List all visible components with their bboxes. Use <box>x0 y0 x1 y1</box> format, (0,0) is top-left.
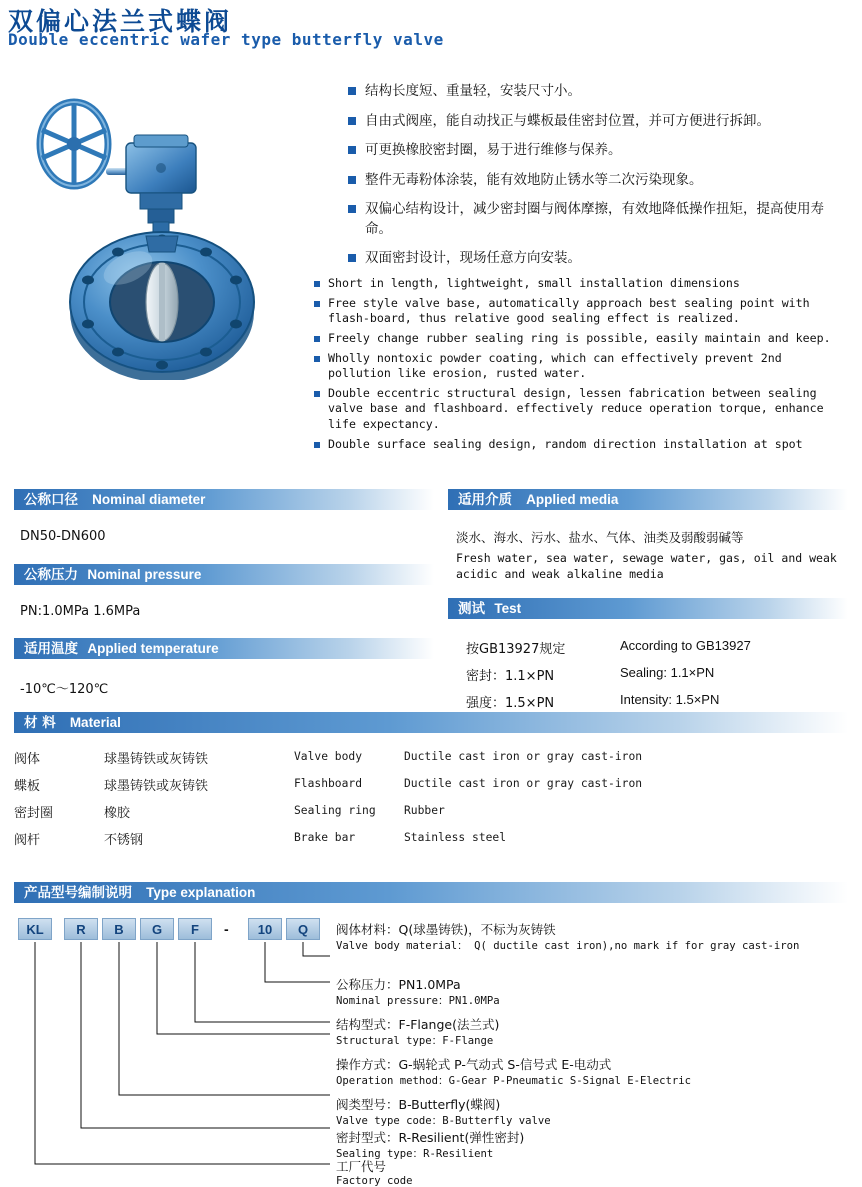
value-nominal-pressure: PN:1.0MPa 1.6MPa <box>20 604 141 619</box>
cell-material-cn: 球墨铸铁或灰铸铁 <box>104 752 209 767</box>
value-applied-temperature: -10℃～120℃ <box>20 682 109 697</box>
test-row-2-cn: 强度：1.5×PN <box>466 696 555 711</box>
cell-part-cn: 密封圈 <box>14 806 54 821</box>
square-bullet-icon <box>348 254 356 262</box>
list-item: 整件无毒粉体涂装，能有效地防止锈水等二次污染现象。 <box>348 171 856 191</box>
test-row-0-cn: 按GB13927规定 <box>466 642 566 657</box>
cell-part-en: Valve body <box>294 750 363 763</box>
list-item: 双面密封设计，现场任意方向安装。 <box>348 249 856 269</box>
test-row-2-en: Intensity: 1.5×PN <box>620 692 720 707</box>
list-item: Double surface sealing design, random direction installation at spot <box>314 437 859 453</box>
cell-material-en: Ductile cast iron or gray cast-iron <box>404 777 643 790</box>
square-bullet-icon <box>314 281 320 287</box>
list-item: Double eccentric structural design, lessen fabrication between sealing valve base and flashboard. effectively reduce operation torque, enhance life expectancy. <box>314 386 859 433</box>
butterfly-valve-illustration <box>22 80 332 380</box>
cell-part-cn: 阀杆 <box>14 833 41 848</box>
list-item: 双偏心结构设计，减少密封圈与阀体摩擦，有效地降低操作扭矩，提高使用寿命。 <box>348 200 856 239</box>
list-item: 结构长度短、重量轻，安装尺寸小。 <box>348 82 856 102</box>
page-title-en: Double eccentric wafer type butterfly valve <box>8 30 444 49</box>
cell-part-cn: 蝶板 <box>14 779 41 794</box>
cell-part-en: Brake bar <box>294 831 356 844</box>
section-bar-applied-media: 适用介质 Applied media <box>448 489 848 510</box>
list-item: Free style valve base, automatically approach best sealing point with flash-board, thus relative good sealing effect is realized. <box>314 296 859 327</box>
code-box-structure: F <box>178 918 212 940</box>
section-bar-material: 材 料 Material <box>14 712 848 733</box>
table-row <box>14 829 654 848</box>
section-bar-test: 测试 Test <box>448 598 848 619</box>
list-item: 自由式阀座，能自动找正与蝶板最佳密封位置，并可方便进行拆卸。 <box>348 112 856 132</box>
cell-material-en: Stainless steel <box>404 831 507 844</box>
cell-part-en: Sealing ring <box>294 804 376 817</box>
test-row-1-en: Sealing: 1.1×PN <box>620 665 715 680</box>
square-bullet-icon <box>314 391 320 397</box>
cell-material-cn: 橡胶 <box>104 806 131 821</box>
code-box-factory: KL <box>18 918 52 940</box>
page-title-cn: 双偏心法兰式蝶阀 <box>8 7 233 36</box>
material-table <box>14 748 654 856</box>
cell-material-cn: 球墨铸铁或灰铸铁 <box>104 779 209 794</box>
legend-structural-type: 结构型式：F-Flange(法兰式) Structural type：F-Flange <box>336 1017 500 1047</box>
code-separator: - <box>224 921 229 937</box>
code-box-operation: G <box>140 918 174 940</box>
square-bullet-icon <box>314 301 320 307</box>
list-item: 可更换橡胶密封圈，易于进行维修与保养。 <box>348 141 856 161</box>
square-bullet-icon <box>314 442 320 448</box>
square-bullet-icon <box>348 176 356 184</box>
value-applied-media-en: Fresh water, sea water, sewage water, gas, oil and weak acidic and weak alkaline media <box>456 551 837 581</box>
code-box-sealing-type: R <box>64 918 98 940</box>
legend-operation-method: 操作方式：G-蜗轮式 P-气动式 S-信号式 E-电动式 Operation method：G-Gear P-Pneumatic S-Signal E-Electric <box>336 1057 692 1087</box>
table-row <box>14 748 654 767</box>
code-box-body-material: Q <box>286 918 320 940</box>
square-bullet-icon <box>348 146 356 154</box>
value-nominal-diameter: DN50-DN600 <box>20 529 106 544</box>
list-item: Short in length, lightweight, small installation dimensions <box>314 276 859 292</box>
legend-factory-code: 工厂代号 Factory code <box>336 1159 413 1187</box>
list-item: Wholly nontoxic powder coating, which can effectively prevent 2nd pollution like erosion, rusted water. <box>314 351 859 382</box>
table-row <box>14 802 654 821</box>
cell-material-cn: 不锈钢 <box>104 833 144 848</box>
features-list-en <box>314 276 859 456</box>
square-bullet-icon <box>314 336 320 342</box>
test-row-1-cn: 密封：1.1×PN <box>466 669 555 684</box>
square-bullet-icon <box>348 87 356 95</box>
cell-part-en: Flashboard <box>294 777 363 790</box>
section-bar-nominal-diameter: 公称口径 Nominal diameter <box>14 489 434 510</box>
section-bar-nominal-pressure: 公称压力 Nominal pressure <box>14 564 434 585</box>
square-bullet-icon <box>314 356 320 362</box>
legend-valve-body-material: 阀体材料：Q(球墨铸铁)，不标为灰铸铁 Valve body material： Q( ductile cast iron),no mark if for gray cast-iron <box>336 922 800 952</box>
list-item: Freely change rubber sealing ring is possible, easily maintain and keep. <box>314 331 859 347</box>
features-list-cn <box>348 82 856 279</box>
code-box-pressure: 10 <box>248 918 282 940</box>
value-applied-media-cn: 淡水、海水、污水、盐水、气体、油类及弱酸弱碱等 <box>456 530 744 545</box>
section-bar-type-explanation: 产品型号编制说明 Type explanation <box>14 882 848 903</box>
square-bullet-icon <box>348 205 356 213</box>
table-row <box>14 775 654 794</box>
square-bullet-icon <box>348 117 356 125</box>
cell-material-en: Ductile cast iron or gray cast-iron <box>404 750 643 763</box>
test-row-0-en: According to GB13927 <box>620 638 751 653</box>
legend-valve-type-code: 阀类型号：B-Butterfly(蝶阀) Valve type code：B-Butterfly valve <box>336 1097 551 1127</box>
cell-material-en: Rubber <box>404 804 445 817</box>
cell-part-cn: 阀体 <box>14 752 41 767</box>
legend-nominal-pressure: 公称压力：PN1.0MPa Nominal pressure：PN1.0MPa <box>336 977 500 1007</box>
legend-sealing-type: 密封型式：R-Resilient(弹性密封) Sealing type：R-Resilient <box>336 1130 525 1160</box>
section-bar-applied-temperature: 适用温度 Applied temperature <box>14 638 434 659</box>
code-box-valve-type: B <box>102 918 136 940</box>
